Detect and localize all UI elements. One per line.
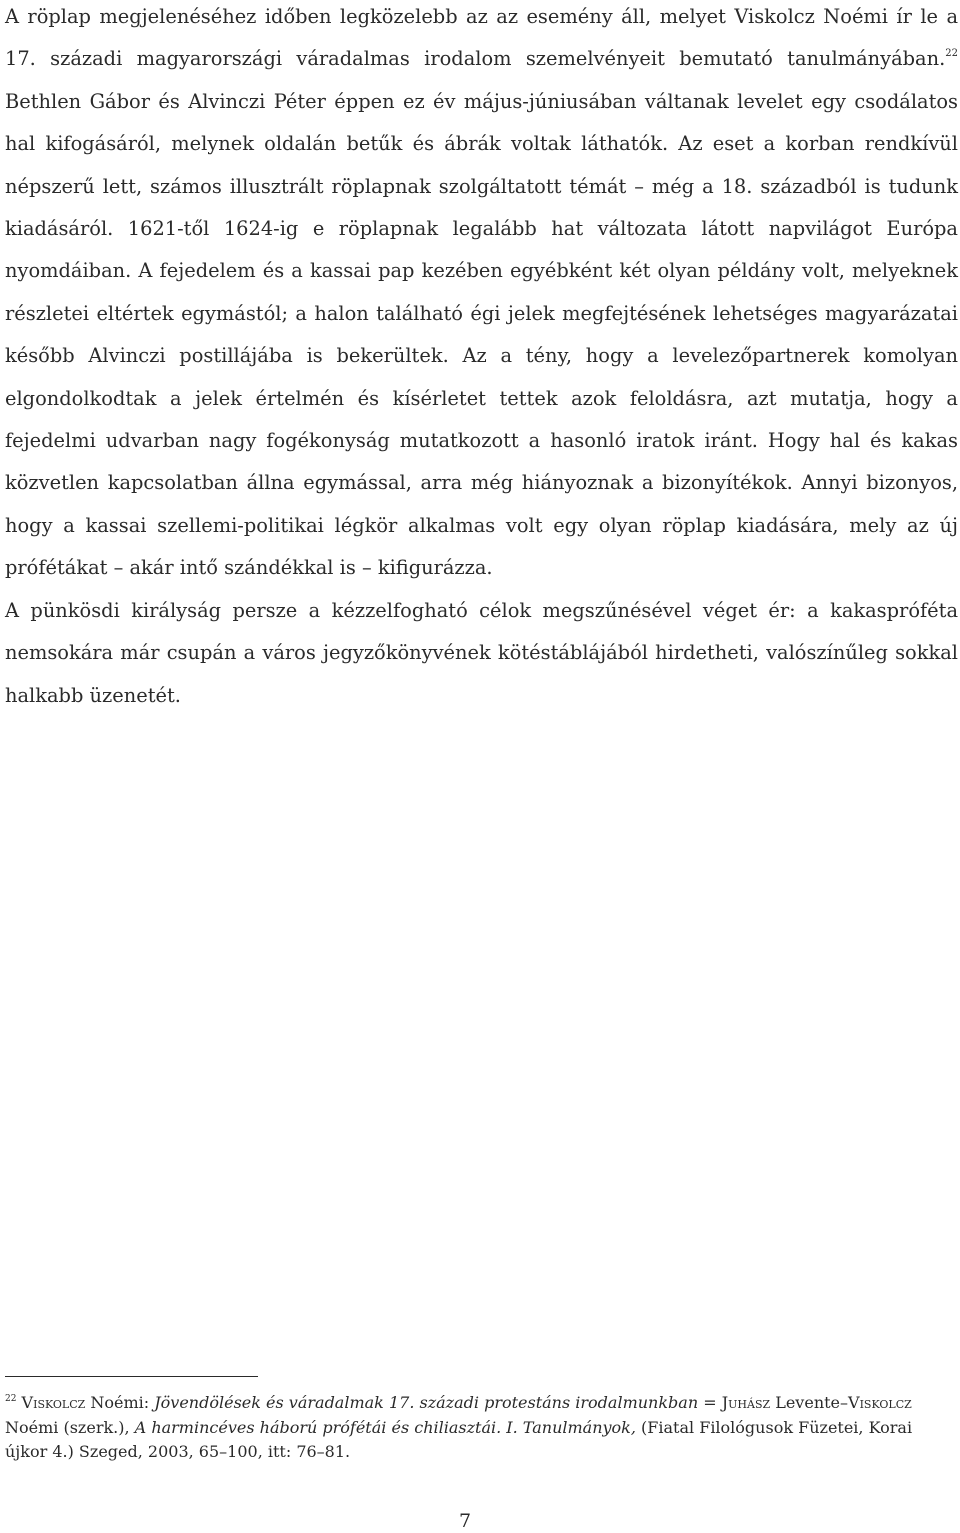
footnote-text: Noémi: [85, 1393, 155, 1412]
footnote-text: Levente– [770, 1393, 849, 1412]
footnote-22 [5, 1391, 933, 1465]
footnote-author: Viskolcz [21, 1393, 86, 1412]
document-page [5, 0, 958, 717]
footnote-editor: Viskolcz [848, 1393, 912, 1412]
footnote-editor: Juhász [721, 1393, 771, 1412]
footnote-title: A harmincéves háború prófétái és chiliasztái. I. Tanulmányok, [134, 1417, 636, 1437]
footnote-text: Noémi (szerk.), [5, 1417, 135, 1437]
footnote-title: Jövendölések és váradalmak 17. századi protestáns irodalmunkban [154, 1393, 699, 1412]
body-paragraph [5, 0, 958, 590]
body-paragraph: A pünkösdi királyság persze a kézzelfogható célok megszűnésével véget ér: a kakaspróféta nemsokára már csupán a város jegyzőkönyvének kötéstáblájából hirdetheti, valószínűleg sokkal halkabb üzenetét. [5, 598, 958, 707]
footnote-number: 22 [5, 1394, 17, 1404]
footnote-separator [5, 1376, 258, 1377]
footnote-text: = [698, 1393, 722, 1412]
footnote-reference[interactable]: 22 [945, 48, 958, 60]
footnote-area [5, 1376, 933, 1465]
footnote-text: (Fiatal Filológusok Füzetei, Korai újkor 4.) Szeged, 2003, 65–100, itt: 76–81. [5, 1417, 913, 1461]
page-number: 7 [458, 1510, 472, 1532]
paragraph-text: Bethlen Gábor és Alvinczi Péter éppen ez év május-júniusában váltanak levelet egy csodálatos hal kifogásáról, melynek oldalán betűk és ábrák voltak láthatók. Az eset a korban rendkívül népszerű lett, számos illusztrált röplapnak szolgáltatott témát – még a 18. századból is tudunk kiadásáról. 1621-től 1624-ig e röplapnak legalább hat változata látott napvilágot Európa nyomdáiban. A fejedelem és a kassai pap kezében egyébként két olyan példány volt, melyeknek részletei eltértek egymástól; a halon található égi jelek megfejtésének lehetséges magyarázatai később Alvinczi postillájába is bekerültek. Az a tény, hogy a levelezőpartnerek komolyan elgondolkodtak a jelek értelmén és kísérletet tettek azok feloldásra, azt mutatja, hogy a fejedelmi udvarban nagy fogékonyság mutatkozott a hasonló iratok iránt. Hogy hal és kakas közvetlen kapcsolatban állna egymással, arra még hiányoznak a bizonyítékok. Annyi bizonyos, hogy a kassai szellemi-politikai légkör alkalmas volt egy olyan röplap kiadására, mely az új prófétákat – akár intő szándékkal is – kifigurázza. [5, 89, 958, 580]
paragraph-text: A röplap megjelenéséhez időben legközelebb az az esemény áll, melyet Viskolcz Noémi ír le a 17. századi magyarországi váradalmas irodalom szemelvényeit bemutató tanulmányában. [5, 5, 958, 71]
